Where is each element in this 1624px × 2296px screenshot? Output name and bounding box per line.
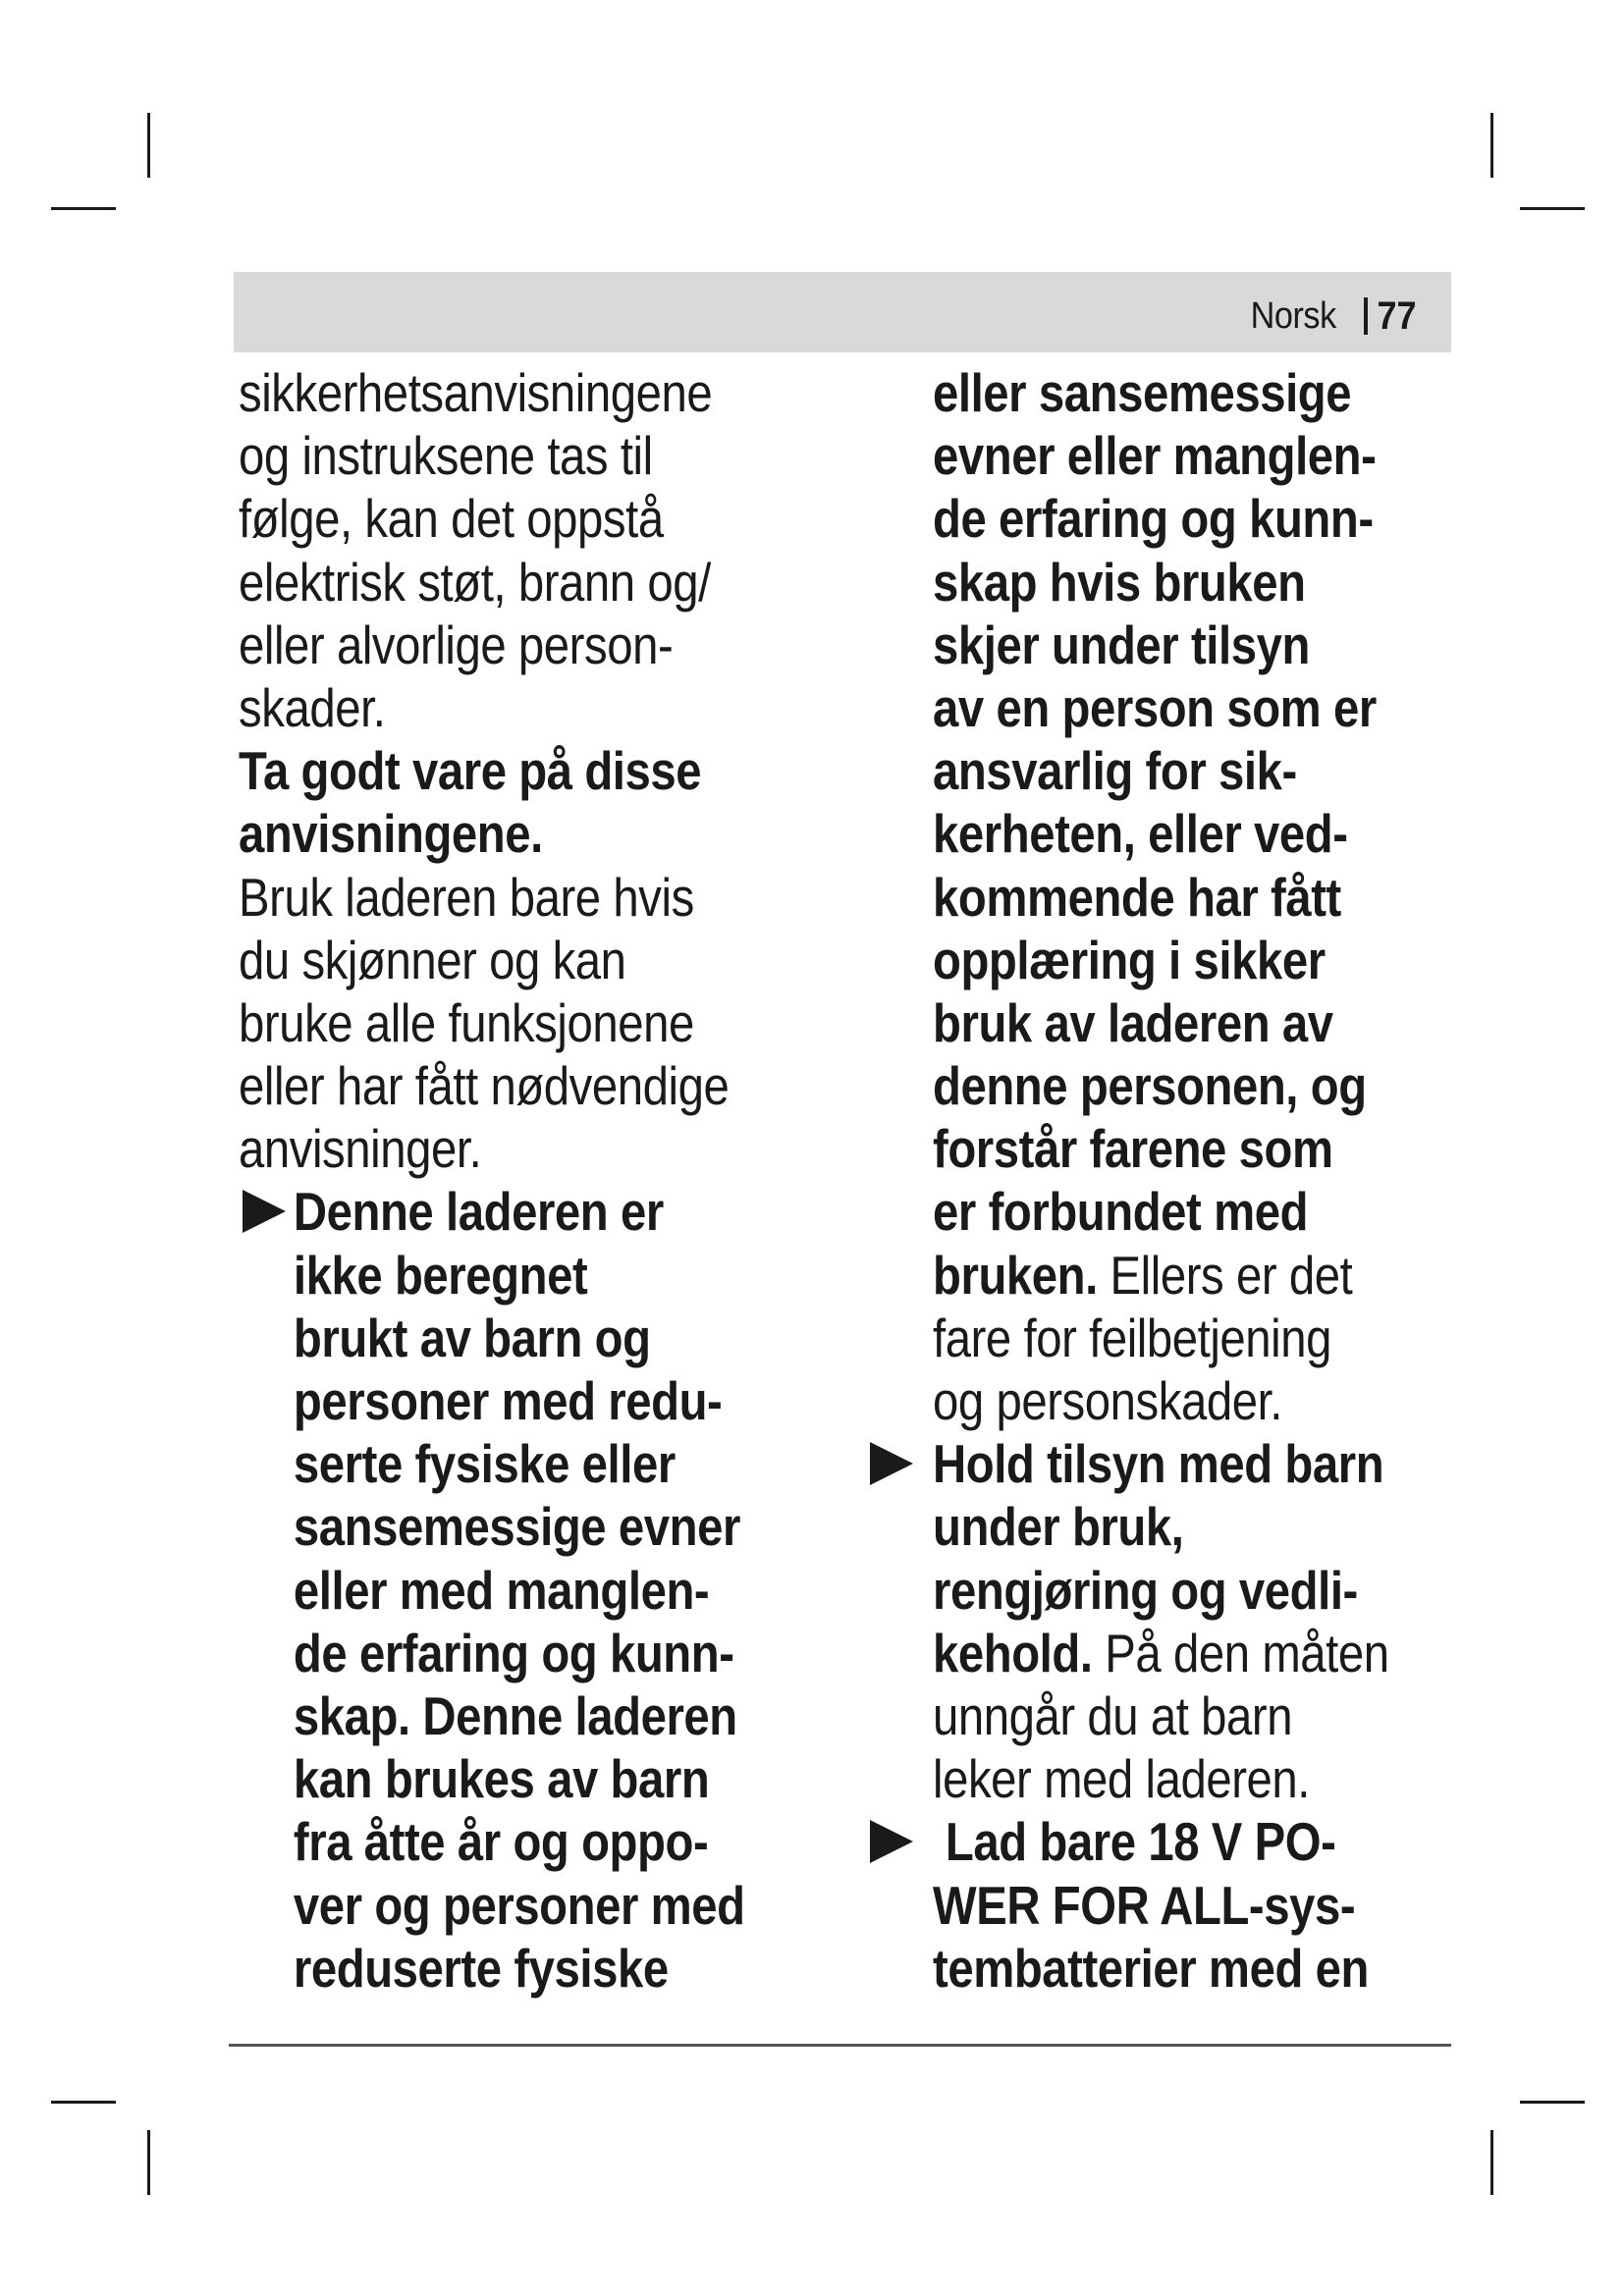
text-fragment: På den måten	[1092, 1622, 1389, 1683]
bold-text-line: denne personen, og	[933, 1055, 1367, 1117]
text-line: og instruksene tas til	[239, 425, 653, 487]
mixed-text-line	[933, 1622, 1439, 1684]
bold-text-line: ansvarlig for sik-	[933, 740, 1297, 802]
text-line: og personskader.	[933, 1370, 1282, 1431]
bold-text-line: de erfaring og kunn-	[293, 1622, 734, 1683]
crop-mark-bottom-right-horizontal	[1520, 2101, 1585, 2104]
text-line: Bruk laderen bare hvis	[239, 866, 694, 928]
bold-text-line: ikke beregnet	[293, 1244, 588, 1306]
crop-mark-bottom-left-horizontal	[51, 2101, 116, 2104]
right-column	[933, 361, 1522, 2000]
bold-fragment: kehold.	[933, 1622, 1093, 1683]
text-fragment: Ellers er det	[1097, 1244, 1353, 1306]
bold-text-line: rengjøring og vedli-	[933, 1559, 1358, 1621]
text-line: følge, kan det oppstå	[239, 488, 664, 550]
bold-text-line: brukt av barn og	[293, 1307, 651, 1368]
text-line: unngår du at barn	[933, 1684, 1293, 1746]
bullet-arrow-icon	[870, 1820, 913, 1863]
bold-text-line: sansemessige evner	[293, 1496, 740, 1558]
text-line: anvisninger.	[239, 1118, 482, 1180]
crop-mark-bottom-right-vertical	[1490, 2130, 1493, 2195]
text-line: leker med laderen.	[933, 1748, 1311, 1810]
text-line: eller alvorlige person-	[239, 614, 674, 675]
bold-text-line: under bruk,	[933, 1496, 1184, 1558]
bold-text-line: kerheten, eller ved-	[933, 803, 1348, 865]
text-line: sikkerhetsanvisningene	[239, 362, 713, 423]
bold-text-line: forstår farene som	[933, 1118, 1333, 1180]
crop-mark-top-left-vertical	[147, 113, 150, 178]
bold-text-line: WER FOR ALL-sys-	[933, 1874, 1356, 1936]
bold-text-line: de erfaring og kunn-	[933, 488, 1374, 550]
bold-text-line: anvisningene.	[239, 803, 543, 865]
bold-text-line: tembatterier med en	[933, 1937, 1369, 1999]
page-header	[234, 272, 1451, 352]
bold-text-line: ver og personer med	[293, 1874, 745, 1936]
header-language: Norsk	[1250, 295, 1336, 337]
bullet-item	[239, 1180, 828, 1999]
bullet-arrow-icon	[870, 1442, 913, 1485]
footer-rule	[229, 2044, 1451, 2047]
bold-text-line: av en person som er	[933, 676, 1377, 738]
crop-mark-bottom-left-vertical	[147, 2130, 150, 2195]
bold-text-line: opplæring i sikker	[933, 929, 1326, 990]
bold-text-line: eller med manglen-	[293, 1559, 710, 1621]
bold-text-line: evner eller manglen-	[933, 425, 1377, 487]
bold-text-line: serte fysiske eller	[293, 1433, 676, 1495]
text-line: fare for feilbetjening	[933, 1307, 1331, 1368]
crop-mark-top-left-horizontal	[51, 207, 116, 210]
bold-fragment: bruken.	[933, 1244, 1098, 1306]
bold-text-line: kan brukes av barn	[293, 1748, 710, 1810]
mixed-text-line	[933, 1244, 1439, 1307]
text-line: elektrisk støt, brann og/	[239, 551, 711, 613]
page-number: 77	[1376, 294, 1416, 338]
bold-text-line: Ta godt vare på disse	[239, 740, 702, 802]
text-line: bruke alle funksjonene	[239, 991, 694, 1053]
bold-text-line: skjer under tilsyn	[933, 614, 1310, 675]
bold-text-line: skap hvis bruken	[933, 551, 1306, 613]
left-column	[239, 361, 828, 2000]
crop-mark-top-right-horizontal	[1520, 207, 1585, 210]
text-line: eller har fått nødvendige	[239, 1055, 730, 1117]
text-line: skader.	[239, 676, 386, 738]
bold-text-line: Lad bare 18 V PO-	[945, 1811, 1336, 1873]
bold-text-line: kommende har fått	[933, 866, 1341, 928]
bold-text-line: Hold tilsyn med barn	[933, 1433, 1384, 1495]
bold-text-line: Denne laderen er	[293, 1181, 664, 1243]
header-separator	[1364, 297, 1368, 335]
bold-text-line: reduserte fysiske	[293, 1937, 669, 1999]
bullet-item	[933, 1432, 1522, 1810]
bold-text-line: fra åtte år og oppo-	[293, 1811, 709, 1873]
bold-text-line: er forbundet med	[933, 1181, 1309, 1243]
bullet-item	[933, 1810, 1522, 2000]
bold-text-line: skap. Denne laderen	[293, 1684, 737, 1746]
crop-mark-top-right-vertical	[1490, 113, 1493, 178]
bold-text-line: personer med redu-	[293, 1370, 723, 1431]
bold-text-line: eller sansemessige	[933, 362, 1352, 423]
bold-text-line: bruk av laderen av	[933, 991, 1333, 1053]
text-line: du skjønner og kan	[239, 929, 626, 990]
